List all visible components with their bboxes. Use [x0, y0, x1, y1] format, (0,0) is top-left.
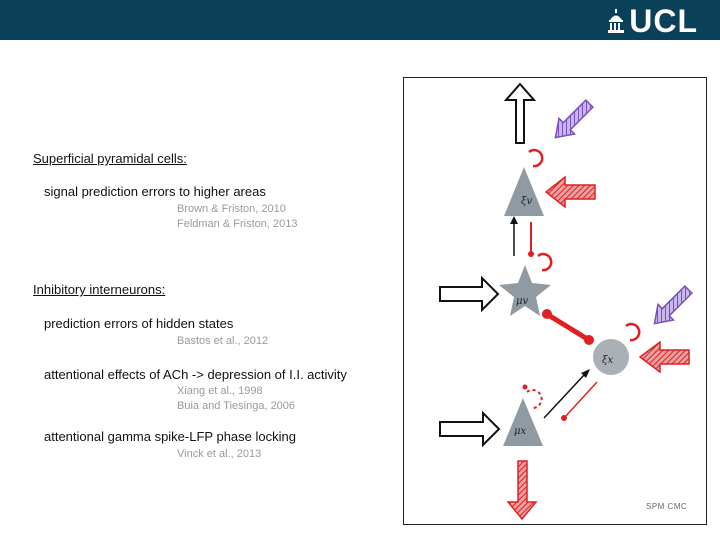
inhibitory-terminal	[584, 335, 594, 345]
inhibitory-terminal	[523, 385, 528, 390]
arrowhead	[510, 216, 518, 224]
interneuron-heading: Inhibitory interneurons:	[33, 282, 166, 297]
xi-x-label: ξx	[602, 355, 614, 366]
forward-input-arrow	[440, 413, 499, 445]
self-connection-loop	[538, 254, 551, 270]
inhibitory-terminal	[542, 309, 552, 319]
reference: Xiang et al., 1998	[177, 385, 263, 397]
inhibitory-link	[545, 313, 589, 340]
mu-v-label: μv	[516, 296, 529, 307]
reference: Vinck et al., 2013	[177, 448, 262, 460]
inhibitory-terminal	[528, 251, 534, 257]
purple-modulation-arrow	[548, 96, 597, 145]
backward-input-arrow	[440, 278, 498, 310]
self-connection-loop	[529, 150, 542, 166]
mu-v-star	[499, 265, 551, 316]
reference: Brown & Friston, 2010	[177, 203, 286, 215]
xi-v-triangle	[504, 167, 544, 216]
mu-x-triangle	[503, 398, 543, 446]
red-input-arrow	[640, 342, 689, 372]
red-input-arrow	[546, 177, 595, 207]
purple-modulation-arrow	[647, 282, 696, 331]
mu-x-label: μx	[514, 426, 527, 437]
interneuron-item: prediction errors of hidden states	[44, 316, 234, 331]
reference: Buia and Tiesinga, 2006	[177, 400, 296, 412]
red-output-arrow	[508, 461, 536, 519]
excitatory-link	[544, 374, 585, 418]
xi-v-label: ξv	[521, 196, 533, 207]
reference: Feldman & Friston, 2013	[177, 218, 298, 230]
inhibitory-link	[565, 382, 597, 417]
interneuron-item: attentional effects of ACh -> depression of I.I. activity	[44, 367, 347, 382]
self-connection-loop	[626, 324, 639, 340]
superficial-heading: Superficial pyramidal cells:	[33, 151, 187, 166]
superficial-item: signal prediction errors to higher areas	[44, 184, 266, 199]
forward-output-arrow	[506, 84, 534, 143]
reference: Bastos et al., 2012	[177, 335, 269, 347]
inhibitory-terminal	[561, 415, 567, 421]
footer-label: SPM CMC	[646, 502, 688, 511]
logo-text: UCL	[629, 3, 698, 39]
interneuron-item: attentional gamma spike-LFP phase locking	[44, 429, 296, 444]
self-connection-loop	[527, 390, 542, 408]
